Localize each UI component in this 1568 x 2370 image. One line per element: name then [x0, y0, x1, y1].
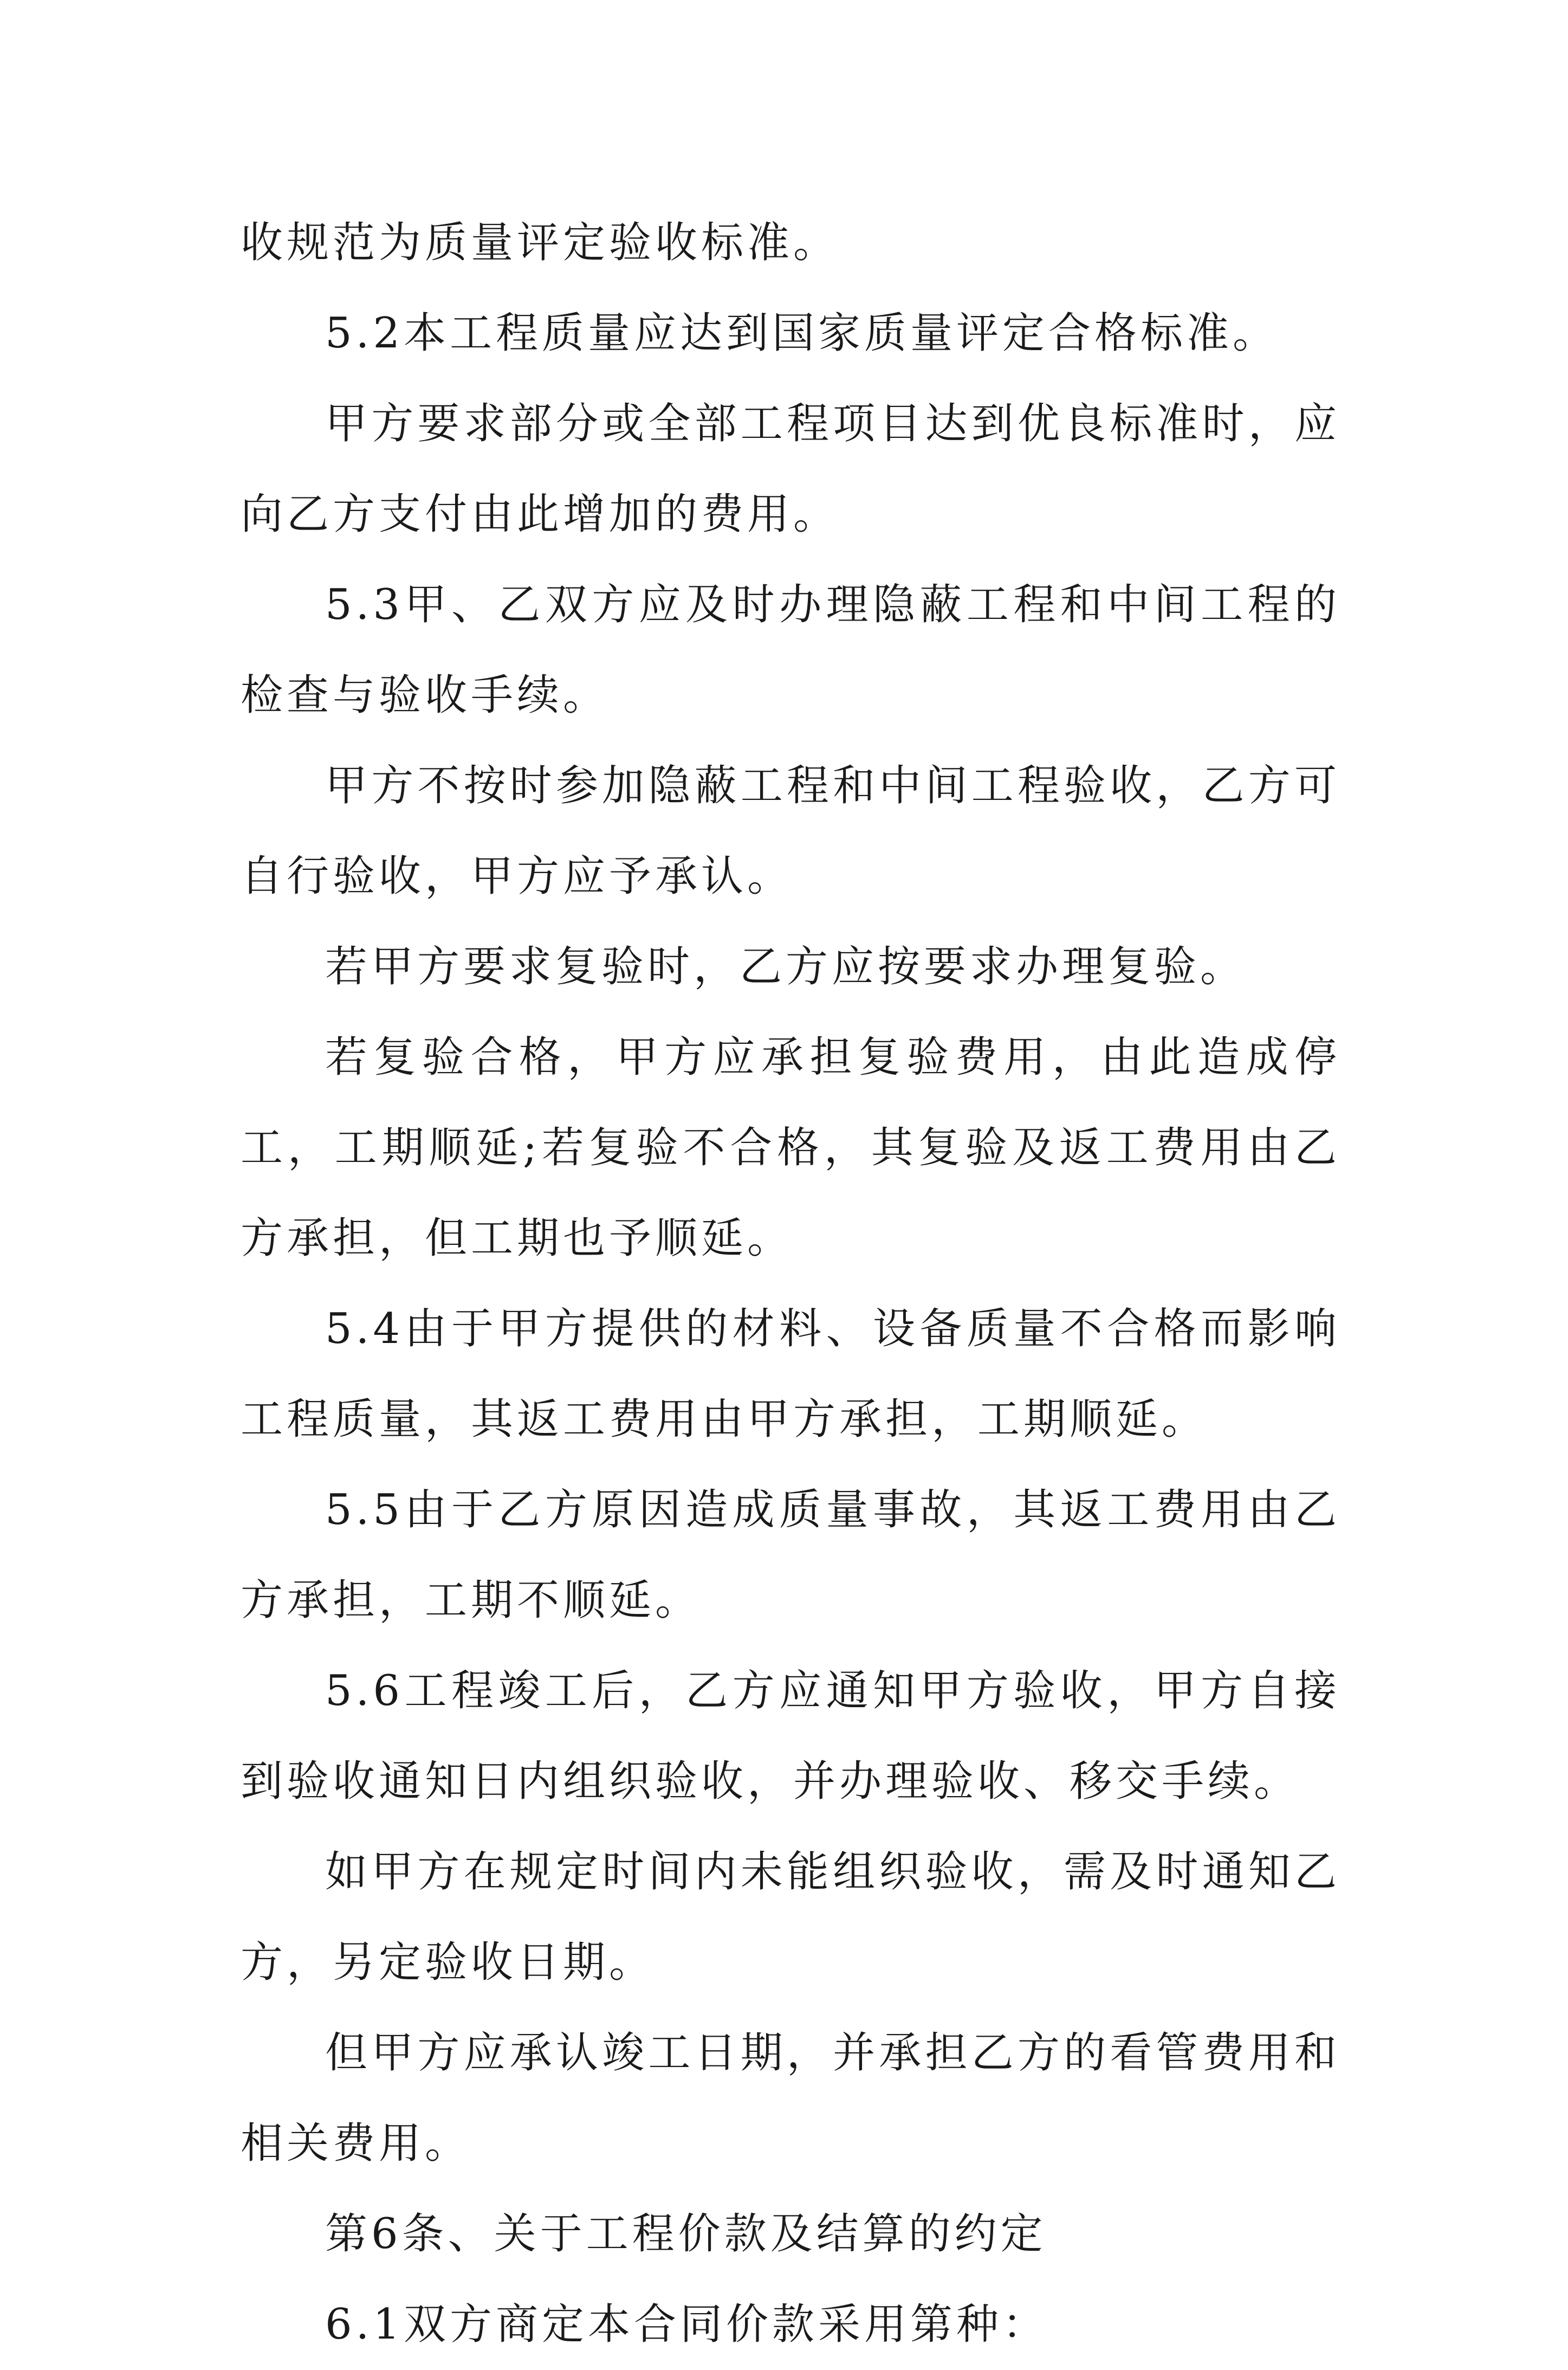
document-body [241, 198, 1340, 2370]
paragraph-clause-5-5: 5.5由于乙方原因造成质量事故，其返工费用由乙方承担，工期不顺延。 [241, 1486, 1340, 1625]
paragraph-clause-5-3: 5.3甲、乙双方应及时办理隐蔽工程和中间工程的检查与验收手续。 [241, 580, 1340, 720]
paragraph-reinspection-request: 若甲方要求复验时，乙方应按要求办理复验。 [325, 942, 1247, 991]
paragraph-continuation: 收规范为质量评定验收标准。 [241, 218, 840, 267]
paragraph-clause-5-6: 5.6工程竣工后，乙方应通知甲方验收，甲方自接到验收通知日内组织验收，并办理验收、移交手续。 [241, 1667, 1340, 1806]
section-heading-article-6: 第6条、关于工程价款及结算的约定 [325, 2210, 1047, 2258]
paragraph-reinspection-costs: 若复验合格，甲方应承担复验费用，由此造成停工，工期顺延;若复验不合格，其复验及返工费用由乙方承担，但工期也予顺延。 [241, 1033, 1340, 1263]
paragraph-acceptance-date: 如甲方在规定时间内未能组织验收，需及时通知乙方，另定验收日期。 [241, 1848, 1340, 1987]
paragraph-clause-5-2: 5.2本工程质量应达到国家质量评定合格标准。 [325, 309, 1279, 358]
paragraph-clause-5-4: 5.4由于甲方提供的材料、设备质量不合格而影响工程质量，其返工费用由甲方承担，工期顺延。 [241, 1305, 1340, 1444]
paragraph-excellent-standard: 甲方要求部分或全部工程项目达到优良标准时，应向乙方支付由此增加的费用。 [241, 399, 1340, 539]
paragraph-custody-costs: 但甲方应承认竣工日期，并承担乙方的看管费用和相关费用。 [241, 2029, 1340, 2168]
paragraph-clause-6-1: 6.1双方商定本合同价款采用第种： [325, 2300, 1049, 2349]
paragraph-self-acceptance: 甲方不按时参加隐蔽工程和中间工程验收，乙方可自行验收，甲方应予承认。 [241, 761, 1340, 901]
